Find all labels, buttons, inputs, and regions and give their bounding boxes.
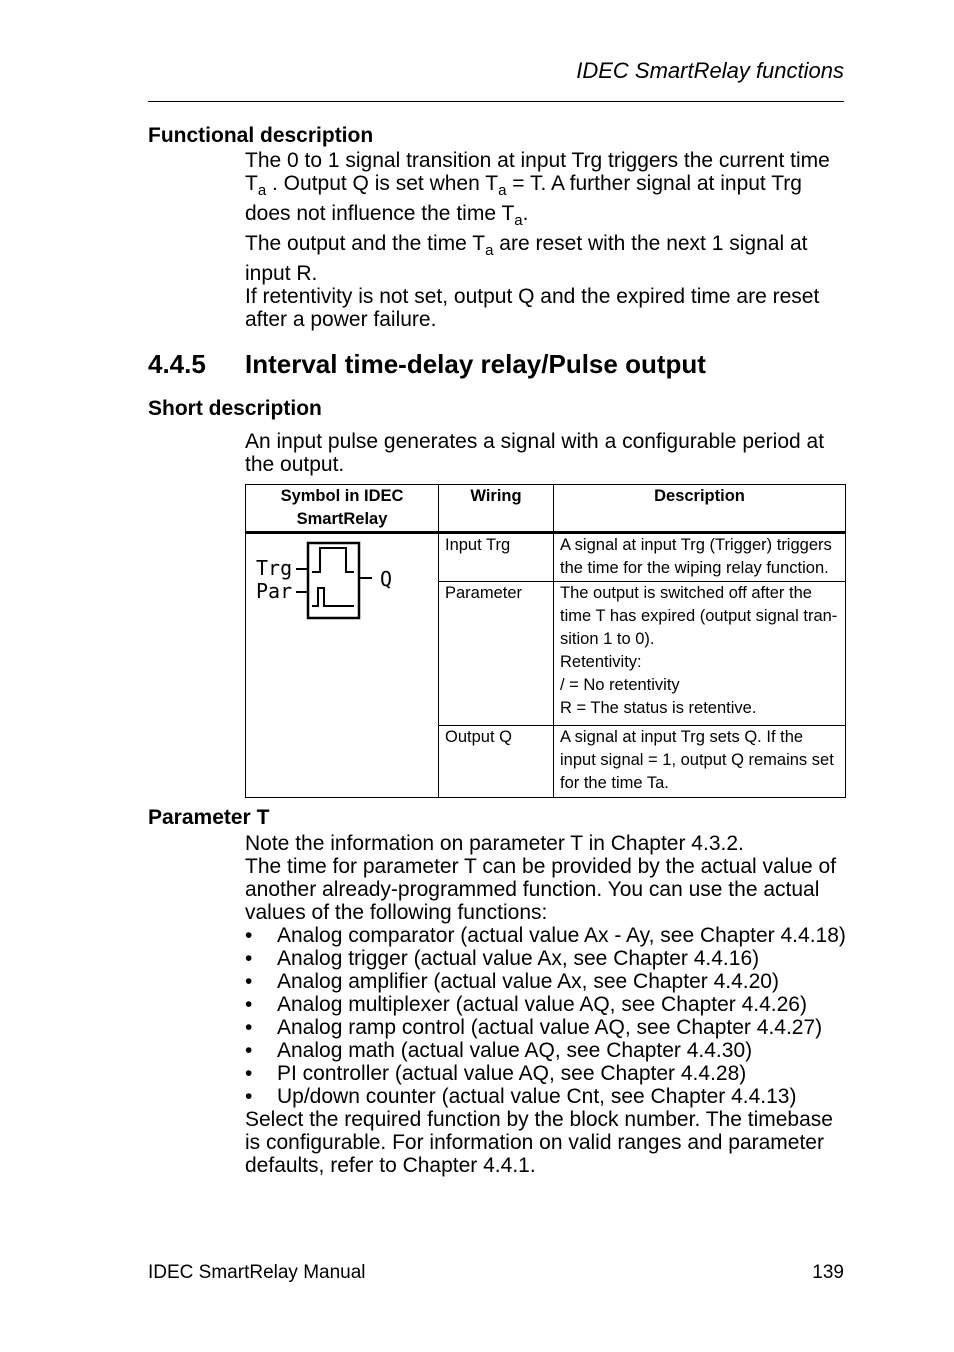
table-row xyxy=(246,533,846,582)
parameter-t-intro-line: The time for parameter T can be provided by the actual value of another already-programmed function. You can use the actual values of the following functions: xyxy=(245,855,837,924)
list-item xyxy=(245,924,851,947)
description-line: / = No retentivity xyxy=(560,676,680,695)
symbol-q-label: Q xyxy=(380,567,393,591)
functional-description-body xyxy=(245,149,851,331)
description-line: The output is switched off after the time T has expired (output signal tran-sition 1 to 0). xyxy=(560,584,838,649)
list-item xyxy=(245,947,851,970)
text-run: . xyxy=(522,202,529,225)
page-number: 139 xyxy=(812,1262,844,1283)
parameter-t-heading: Parameter T xyxy=(148,806,270,829)
wiring-cell: Output Q xyxy=(439,725,554,797)
section-number: 4.4.5 xyxy=(148,349,206,379)
bullet-icon: • xyxy=(245,970,253,993)
subscript: a xyxy=(514,212,523,229)
bullet-icon: • xyxy=(245,947,253,970)
header-description: Description xyxy=(554,485,846,533)
list-item-text: Analog trigger (actual value Ax, see Chapter 4.4.16) xyxy=(277,947,760,970)
pulse-relay-block-symbol xyxy=(246,534,426,634)
short-description-heading: Short description xyxy=(148,397,322,420)
running-header: IDEC SmartRelay functions xyxy=(576,58,844,83)
list-item xyxy=(245,1085,851,1108)
footer-manual-title: IDEC SmartRelay Manual xyxy=(148,1262,366,1283)
description-cell xyxy=(554,582,846,725)
parameter-t-intro-line: Note the information on parameter T in Chapter 4.3.2. xyxy=(245,832,744,855)
bullet-icon: • xyxy=(245,1016,253,1039)
function-list xyxy=(245,924,851,1108)
bullet-icon: • xyxy=(245,1039,253,1062)
symbol-par-label: Par xyxy=(256,579,293,603)
list-item xyxy=(245,993,851,1016)
functional-description-para-2 xyxy=(245,232,851,285)
functional-description-para-1 xyxy=(245,149,851,232)
wiring-cell: Parameter xyxy=(439,582,554,725)
bullet-icon: • xyxy=(245,1085,253,1108)
description-line: A signal at input Trg (Trigger) triggers the time for the wiping relay function. xyxy=(560,536,832,577)
symbol-trg-label: Trg xyxy=(256,556,293,580)
list-item xyxy=(245,1039,851,1062)
pulse-output-icon xyxy=(312,548,354,572)
description-cell xyxy=(554,533,846,582)
list-item-text: Analog amplifier (actual value Ax, see Chapter 4.4.20) xyxy=(277,970,779,993)
parameter-t-closing: Select the required function by the block number. The timebase is configurable. For information on valid ranges and parameter defaults, refer to Chapter 4.4.1. xyxy=(245,1108,833,1177)
list-item xyxy=(245,1062,851,1085)
list-item-text: Analog multiplexer (actual value AQ, see Chapter 4.4.26) xyxy=(277,993,807,1016)
description-line: Retentivity: xyxy=(560,653,642,672)
symbol-cell xyxy=(246,533,439,798)
header-wiring: Wiring xyxy=(439,485,554,533)
description-line: A signal at input Trg sets Q. If the input signal = 1, output Q remains set for the time Ta. xyxy=(560,727,834,792)
header-symbol: Symbol in IDEC SmartRelay xyxy=(246,485,439,533)
section-heading xyxy=(148,349,706,380)
bullet-icon: • xyxy=(245,924,253,947)
description-line: R = The status is retentive. xyxy=(560,699,757,718)
text-run: . Output Q is set when T xyxy=(266,172,499,195)
subscript: a xyxy=(257,182,267,199)
wiring-cell: Input Trg xyxy=(439,533,554,582)
text-run: are reset with the next 1 signal at input R. xyxy=(245,232,808,285)
list-item-text: Analog comparator (actual value Ax - Ay, see Chapter 4.4.18) xyxy=(277,924,846,947)
text-run: The 0 to 1 signal transition at input Trg triggers the current time T xyxy=(245,149,830,195)
short-description-text: An input pulse generates a signal with a configurable period at the output. xyxy=(245,430,825,476)
header-divider xyxy=(148,101,844,102)
list-item xyxy=(245,970,851,993)
table-header-row xyxy=(246,485,846,533)
description-cell xyxy=(554,725,846,797)
list-item-text: Up/down counter (actual value Cnt, see Chapter 4.4.13) xyxy=(277,1085,797,1108)
parameter-t-body xyxy=(245,832,851,1177)
text-run: = T. A further signal at input Trg does not influence the time T xyxy=(245,172,802,225)
functional-description-heading: Functional description xyxy=(148,124,374,147)
bullet-icon: • xyxy=(245,1062,253,1085)
pulse-input-icon xyxy=(312,588,354,606)
function-table xyxy=(245,484,846,798)
section-title: Interval time-delay relay/Pulse output xyxy=(245,349,706,379)
subscript: a xyxy=(498,182,507,199)
functional-description-para-3: If retentivity is not set, output Q and the expired time are reset after a power failure. xyxy=(245,285,820,331)
subscript: a xyxy=(485,242,494,259)
bullet-icon: • xyxy=(245,993,253,1016)
list-item-text: Analog math (actual value AQ, see Chapter 4.4.30) xyxy=(277,1039,753,1062)
text-run: The output and the time T xyxy=(245,232,486,255)
list-item-text: Analog ramp control (actual value AQ, see Chapter 4.4.27) xyxy=(277,1016,823,1039)
list-item xyxy=(245,1016,851,1039)
list-item-text: PI controller (actual value AQ, see Chapter 4.4.28) xyxy=(277,1062,747,1085)
